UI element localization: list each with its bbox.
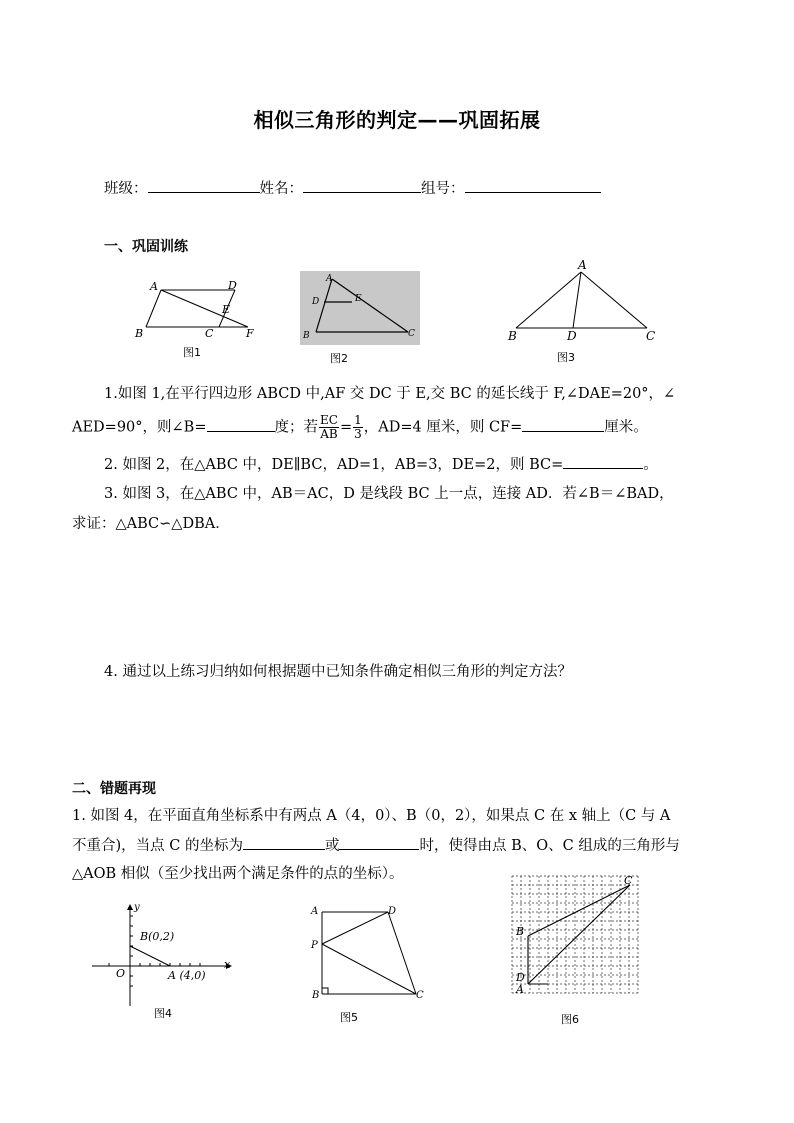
- fig1-label-c: C: [205, 327, 214, 340]
- fig4-label-a: A (4,0): [168, 969, 206, 982]
- section2-heading: 二、错题再现: [72, 781, 156, 797]
- fig3-caption: 图3: [557, 351, 575, 364]
- fig6-line-ac: [528, 885, 630, 984]
- fig6-label-c: C: [624, 874, 633, 887]
- fig5-label-p: P: [311, 940, 318, 951]
- fig2-label-c: C: [408, 329, 415, 339]
- fig5-right-angle-mark: [322, 988, 328, 994]
- fig1-label-e: E: [222, 303, 231, 316]
- fig6-label-d: D: [516, 971, 525, 984]
- fig5-label-d: D: [388, 906, 397, 917]
- s1-q3-line2: 求证：△ABC∽△DBA．: [72, 516, 230, 532]
- fig1-label-f: F: [246, 327, 254, 340]
- class-label: 班级：: [104, 181, 148, 197]
- fig3-line-ab: [516, 272, 581, 328]
- fig2-label-d: D: [312, 297, 320, 307]
- fraction-ec-ab: [319, 414, 339, 441]
- fig3-label-c: C: [646, 329, 656, 343]
- fig5-label-b: B: [312, 990, 320, 1001]
- fig2-label-e: E: [355, 294, 362, 304]
- frac2-numerator: 1: [354, 413, 362, 427]
- fig3-line-ac: [581, 272, 647, 328]
- fig4-label-o: O: [116, 967, 126, 980]
- s2-q1-blank-1[interactable]: [243, 835, 325, 850]
- fig5-caption: 图5: [340, 1011, 358, 1024]
- s1-q1-text-a: AED=90°，则∠B=: [72, 419, 207, 436]
- s2-q1-text-b: 或: [324, 838, 340, 854]
- fig2-label-b: B: [303, 331, 310, 341]
- name-blank[interactable]: [303, 178, 421, 193]
- fig1-label-b: B: [135, 327, 144, 340]
- s2-q1-blank-2[interactable]: [339, 835, 419, 850]
- fig1-line-af: [161, 290, 248, 327]
- figure-6: [508, 872, 642, 996]
- s1-q1-blank-cf[interactable]: [522, 417, 604, 432]
- s1-q2-blank-bc[interactable]: [563, 454, 643, 469]
- group-blank[interactable]: [465, 178, 601, 193]
- s1-q4: 4. 通过以上练习归纳如何根据题中已知条件确定相似三角形的判定方法？: [104, 664, 572, 680]
- s2-q1-text-a: 不重合)，当点 C 的坐标为: [72, 838, 243, 854]
- s1-q2: [104, 454, 658, 475]
- fig5-line-pd: [322, 912, 388, 944]
- fig3-label-a: A: [578, 258, 587, 272]
- header-info-row: [104, 178, 601, 199]
- group-label: 组号：: [421, 181, 465, 197]
- fig6-label-a: A: [516, 983, 524, 996]
- fig6-caption: 图6: [561, 1013, 579, 1026]
- fig1-label-a: A: [150, 280, 158, 293]
- figure-1: [130, 278, 260, 344]
- fig3-line-ad: [573, 272, 581, 328]
- figure-5: [308, 898, 432, 1008]
- s1-q1-blank-b[interactable]: [207, 417, 275, 432]
- s2-q1-line1: 1. 如图 4，在平面直角坐标系中有两点 A（4，0）、B（0，2），如果点 C 在 x 轴上（C 与 A: [72, 808, 671, 824]
- s1-q1-text-d: 厘米。: [604, 419, 648, 436]
- s2-q1-line2: [72, 835, 680, 856]
- s1-q2-end: 。: [643, 457, 658, 473]
- s1-q2-text: 2. 如图 2，在△ABC 中，DE∥BC，AD=1，AB=3，DE=2，则 BC=: [104, 457, 564, 473]
- frac-equals: =: [339, 419, 353, 436]
- frac1-numerator: EC: [320, 413, 338, 427]
- fig2-caption: 图2: [330, 352, 348, 365]
- page-title: 相似三角形的判定——巩固拓展: [253, 108, 541, 132]
- figure-2: [300, 271, 420, 345]
- s1-q1-text-b: 度；若: [274, 419, 318, 436]
- fig1-label-d: D: [228, 279, 237, 292]
- s1-q1-line2: [72, 414, 648, 441]
- section1-heading: 一、巩固训练: [104, 239, 188, 255]
- name-label: 姓名：: [259, 181, 303, 197]
- s1-q1-line1: 1.如图 1,在平行四边形 ABCD 中,AF 交 DC 于 E,交 BC 的延长线于 F,∠DAE=20°，∠: [104, 386, 676, 402]
- frac1-denominator: AB: [320, 427, 338, 441]
- fig5-label-c: C: [416, 990, 424, 1001]
- frac2-denominator: 3: [354, 427, 362, 441]
- s1-q1-text-c: ，AD=4 厘米，则 CF=: [363, 419, 523, 436]
- fraction-1-3: [353, 414, 363, 441]
- fig4-label-y: y: [134, 902, 140, 913]
- fig4-label-b: B(0,2): [140, 930, 175, 943]
- fig2-background: [300, 271, 420, 345]
- s1-q3-line1: 3. 如图 3，在△ABC 中，AB＝AC，D 是线段 BC 上一点，连接 AD．若∠B＝∠BAD，: [104, 486, 674, 502]
- fig4-label-x: x: [224, 958, 231, 971]
- fig6-line-bc: [528, 885, 630, 936]
- class-blank[interactable]: [148, 178, 260, 193]
- s2-q1-text-c: 时，使得由点 B、O、C 组成的三角形与: [419, 838, 680, 854]
- fig1-caption: 图1: [183, 346, 201, 359]
- fig4-caption: 图4: [154, 1007, 172, 1020]
- fig3-label-d: D: [567, 329, 577, 343]
- fig6-label-b: B: [516, 925, 525, 938]
- figure-3: [500, 258, 666, 346]
- fig1-line-ab: [146, 290, 161, 327]
- fig4-y-arrow-icon: [127, 904, 133, 910]
- fig5-label-a: A: [311, 906, 319, 917]
- s2-q1-line3: △AOB 相似（至少找出两个满足条件的点的坐标）。: [72, 866, 404, 882]
- fig3-label-b: B: [508, 329, 517, 343]
- figure-4: [88, 898, 238, 1010]
- fig2-label-a: A: [326, 274, 333, 284]
